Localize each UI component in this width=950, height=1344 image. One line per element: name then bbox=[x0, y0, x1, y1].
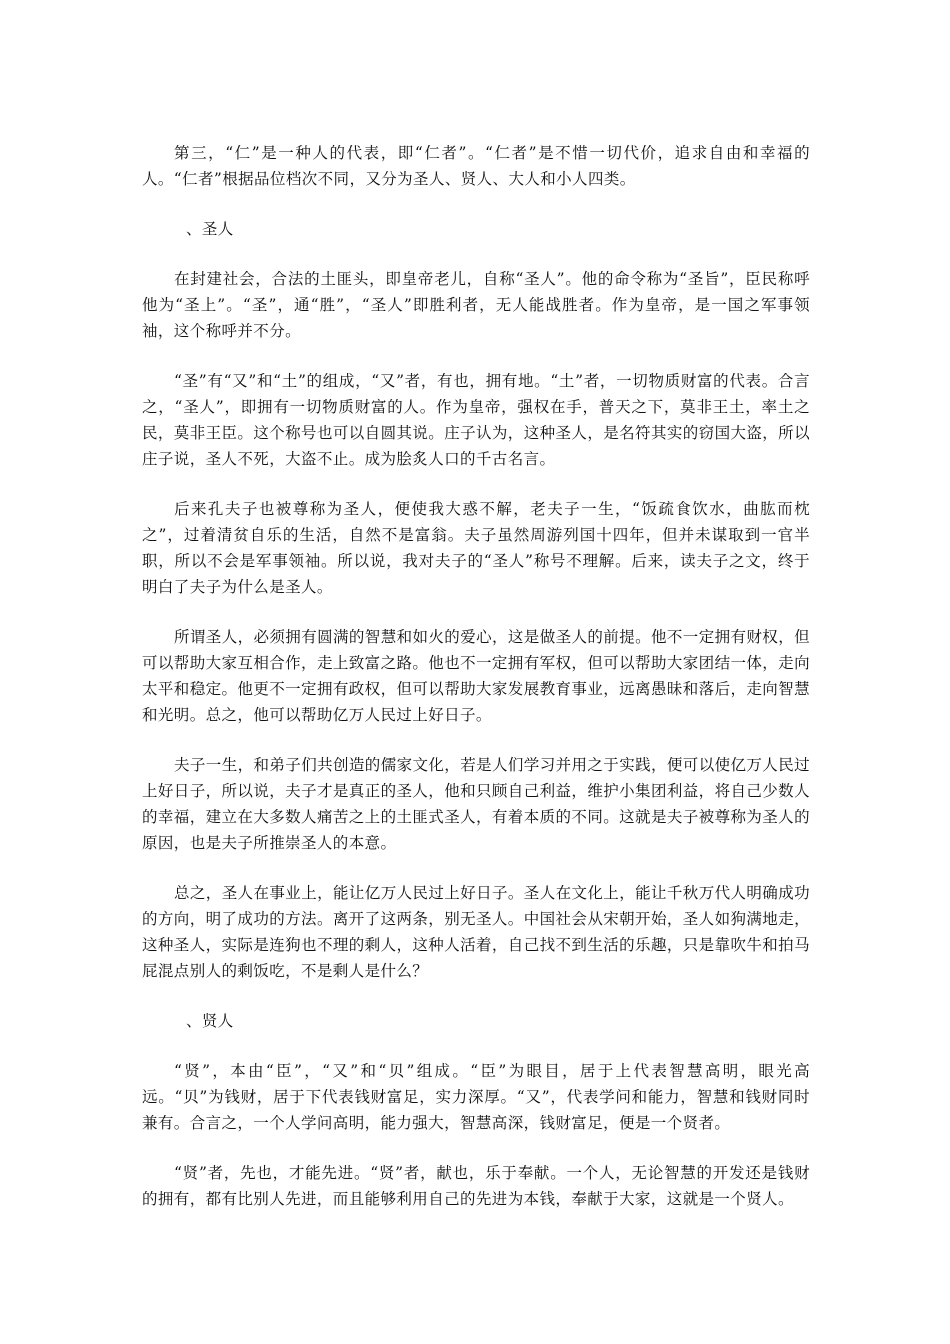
section-heading-worthy: 、贤人 bbox=[186, 1012, 234, 1030]
paragraph-sage-character: “圣”有“又”和“土”的组成，“又”者，有也，拥有地。“土”者，一切物质财富的代表。合言之，“圣人”，即拥有一切物质财富的人。作为皇帝，强权在手，普天之下，莫非王土，率土之民，莫非王臣。这个称号也可以自圆其说。庄子认为，这种圣人，是名符其实的窃国大盗，所以庄子说，圣人不死，大盗不止。成为脍炙人口的千古名言。 bbox=[142, 372, 810, 468]
paragraph-worthy-definition: “贤”者，先也，才能先进。“贤”者，献也，乐于奉献。一个人，无论智慧的开发还是钱财的拥有，都有比别人先进，而且能够利用自己的先进为本钱，奉献于大家，这就是一个贤人。 bbox=[142, 1164, 810, 1208]
paragraph-sage-feudal: 在封建社会，合法的土匪头，即皇帝老儿，自称“圣人”。他的命令称为“圣旨”，臣民称呼他为“圣上”。“圣”，通“胜”，“圣人”即胜利者，无人能战胜者。作为皇帝，是一国之军事领袖，这个称呼并不分。 bbox=[142, 270, 810, 340]
section-heading-sage: 、圣人 bbox=[186, 220, 234, 238]
paragraph-confucius: 后来孔夫子也被尊称为圣人，便使我大惑不解，老夫子一生，“饭疏食饮水，曲肱而枕之”，过着清贫自乐的生活，自然不是富翁。夫子虽然周游列国十四年，但并未谋取到一官半职，所以不会是军事领袖。所以说，我对夫子的“圣人”称号不理解。后来，读夫子之文，终于明白了夫子为什么是圣人。 bbox=[142, 500, 810, 596]
document-page bbox=[142, 140, 810, 1236]
paragraph-intro: 第三，“仁”是一种人的代表，即“仁者”。“仁者”是不惜一切代价，追求自由和幸福的人。“仁者”根据品位档次不同，又分为圣人、贤人、大人和小人四类。 bbox=[142, 144, 810, 188]
paragraph-confucian-culture: 夫子一生，和弟子们共创造的儒家文化，若是人们学习并用之于实践，便可以使亿万人民过上好日子，所以说，夫子才是真正的圣人，他和只顾自己利益，维护小集团利益，将自己少数人的幸福，建立在大多数人痛苦之上的土匪式圣人，有着本质的不同。这就是夫子被尊称为圣人的原因，也是夫子所推崇圣人的本意。 bbox=[142, 756, 811, 852]
paragraph-sage-summary: 总之，圣人在事业上，能让亿万人民过上好日子。圣人在文化上，能让千秋万代人明确成功的方向，明了成功的方法。离开了这两条，别无圣人。中国社会从宋朝开始，圣人如狗满地走，这种圣人，实际是连狗也不理的剩人，这种人活着，自己找不到生活的乐趣，只是靠吹牛和拍马屁混点别人的剩饭吃，不是剩人是什么？ bbox=[142, 884, 811, 980]
paragraph-worthy-character: “贤”，本由“臣”，“又”和“贝”组成。“臣”为眼目，居于上代表智慧高明，眼光高远。“贝”为钱财，居于下代表钱财富足，实力深厚。“又”，代表学问和能力，智慧和钱财同时兼有。合言之，一个人学问高明，能力强大，智慧高深，钱财富足，便是一个贤者。 bbox=[142, 1062, 810, 1132]
paragraph-sage-definition: 所谓圣人，必须拥有圆满的智慧和如火的爱心，这是做圣人的前提。他不一定拥有财权，但可以帮助大家互相合作，走上致富之路。他也不一定拥有军权，但可以帮助大家团结一体，走向太平和稳定。他更不一定拥有政权，但可以帮助大家发展教育事业，远离愚昧和落后，走向智慧和光明。总之，他可以帮助亿万人民过上好日子。 bbox=[142, 628, 811, 724]
